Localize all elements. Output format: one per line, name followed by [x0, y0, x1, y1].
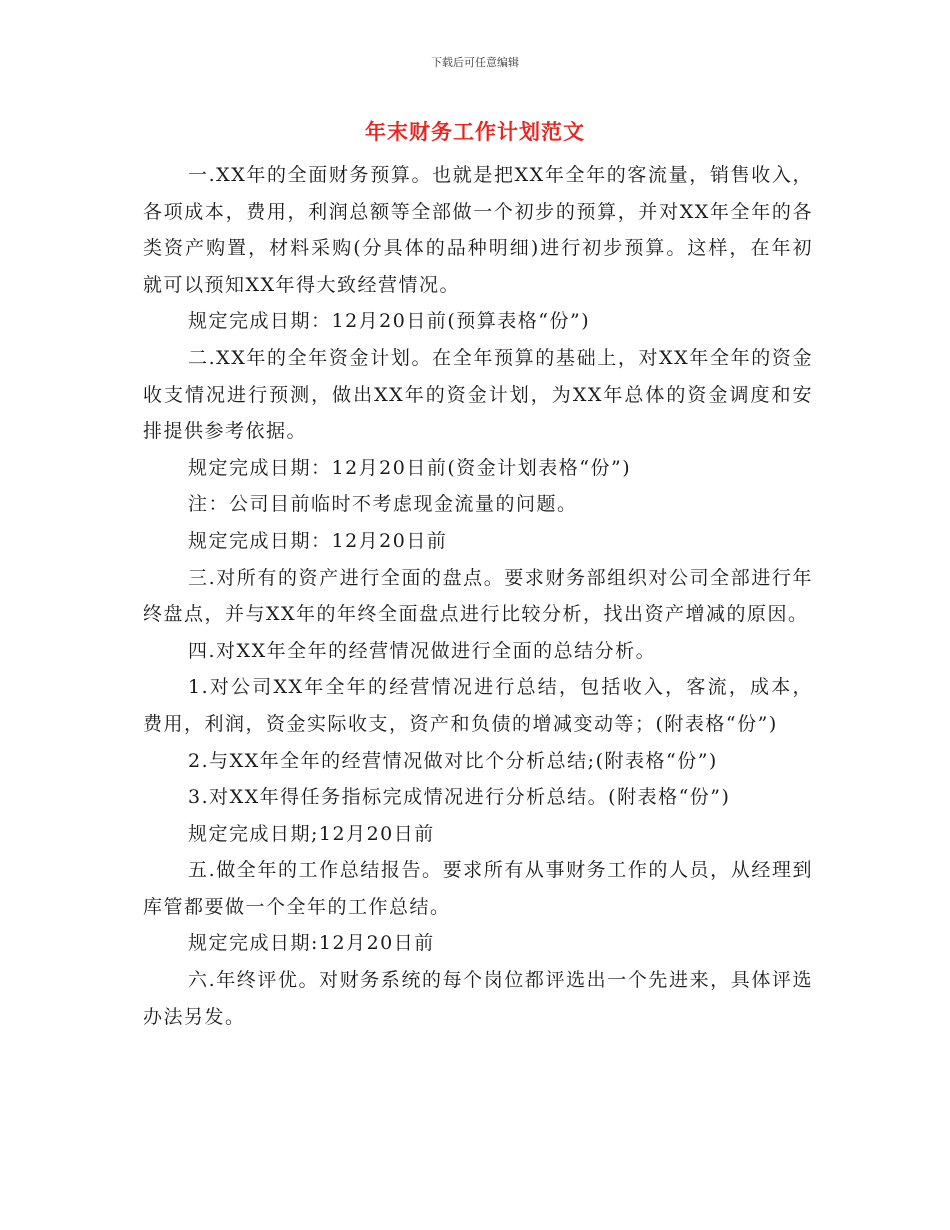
document-body [143, 157, 813, 1035]
paragraph: 四.对XX年全年的经营情况做进行全面的总结分析。 [188, 639, 657, 662]
paragraph: 五.做全年的工作总结报告。要求所有从事财务工作的人员，从经理到库管都要做一个全年的工作总结。 [143, 859, 813, 918]
paragraph: 六.年终评优。对财务系统的每个岗位都评选出一个先进来，具体评选办法另发。 [143, 969, 813, 1028]
paragraph: 规定完成日期：12月20日前 [188, 529, 448, 552]
paragraph: 1.对公司XX年全年的经营情况进行总结，包括收入，客流，成本，费用，利润，资金实际收支，资产和负债的增减变动等；(附表格“份”) [143, 676, 813, 735]
paragraph: 规定完成日期：12月20日前(资金计划表格“份”) [188, 456, 632, 479]
header-note: 下载后可任意编辑 [431, 56, 519, 69]
paragraph: 规定完成日期;12月20日前 [188, 822, 435, 845]
paragraph: 2.与XX年全年的经营情况做对比个分析总结;(附表格“份”) [188, 749, 718, 772]
paragraph: 3.对XX年得任务指标完成情况进行分析总结。(附表格“份”) [188, 786, 731, 809]
paragraph: 注：公司目前临时不考虑现金流量的问题。 [188, 493, 578, 516]
paragraph: 一.XX年的全面财务预算。也就是把XX年全年的客流量，销售收入，各项成本，费用，利润总额等全部做一个初步的预算，并对XX年全年的各类资产购置，材料采购(分具体的品种明细)进行初步预算。这样，在年初就可以预知XX年得大致经营情况。 [143, 164, 813, 296]
page-title: 年末财务工作计划范文 [365, 120, 585, 144]
paragraph: 规定完成日期：12月20日前(预算表格“份”) [188, 310, 591, 333]
paragraph: 规定完成日期:12月20日前 [188, 932, 435, 955]
paragraph: 三.对所有的资产进行全面的盘点。要求财务部组织对公司全部进行年终盘点，并与XX年的年终全面盘点进行比较分析，找出资产增减的原因。 [143, 566, 813, 626]
paragraph: 二.XX年的全年资金计划。在全年预算的基础上，对XX年全年的资金收支情况进行预测，做出XX年的资金计划，为XX年总体的资金调度和安排提供参考依据。 [143, 346, 813, 443]
